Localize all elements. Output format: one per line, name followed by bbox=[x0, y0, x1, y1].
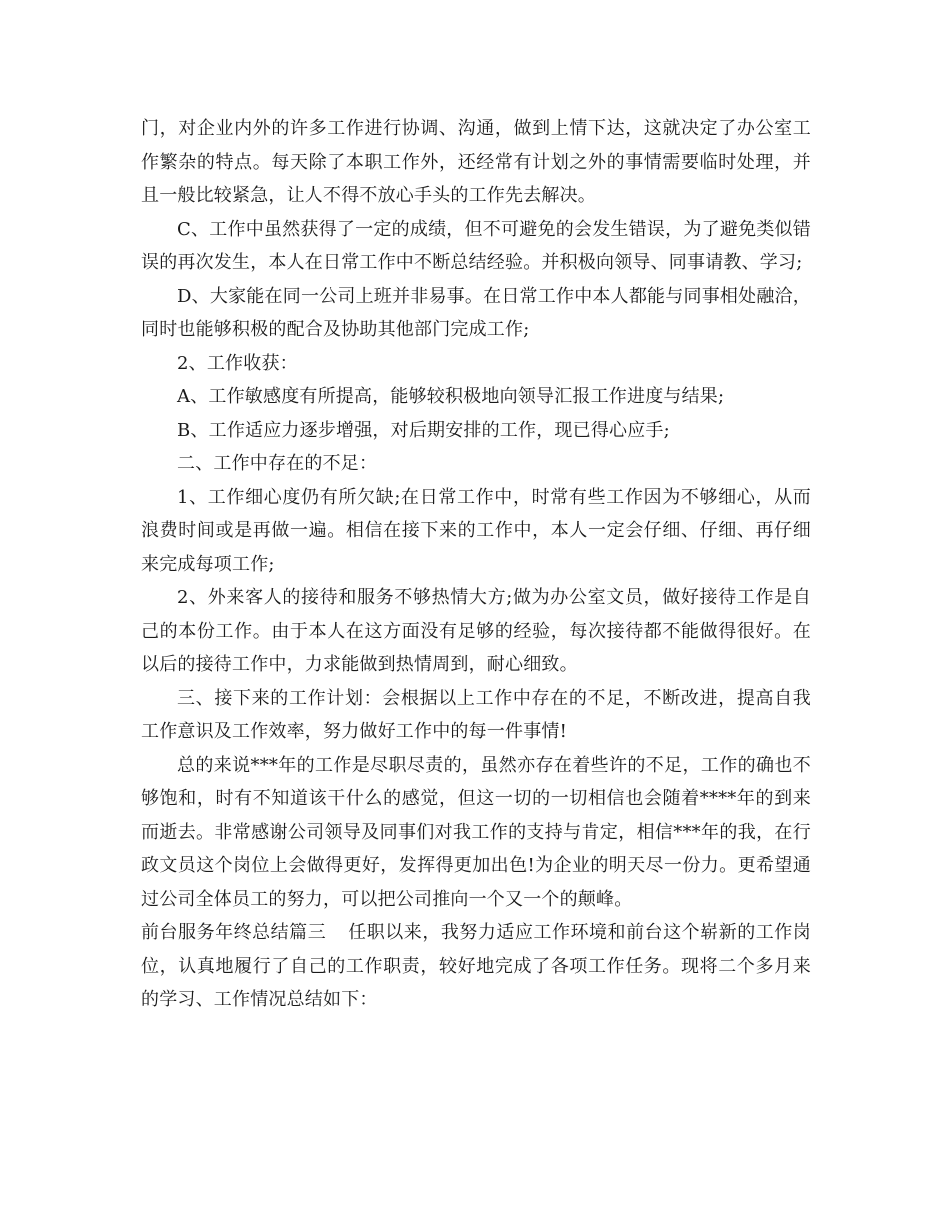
paragraph-shortcoming-2: 2、外来客人的接待和服务不够热情大方;做为办公室文员，做好接待工作是自己的本份工作。由于本人在这方面没有足够的经验，每次接待都不能做得很好。在以后的接待工作中，力求能做到热情周到，耐心细致。 bbox=[141, 587, 811, 675]
part-three-text: 任职以来，我努力适应工作环境和前台这个崭新的工作岗位，认真地履行了自己的工作职责，较好地完成了各项工作任务。现将二个多月来的学习、工作情况总结如下： bbox=[141, 922, 811, 1010]
section-next-plan: 三、接下来的工作计划：会根据以上工作中存在的不足，不断改进，提高自我工作意识及工作效率，努力做好工作中的每一件事情! bbox=[141, 687, 811, 742]
section-shortcomings: 二、工作中存在的不足： bbox=[177, 453, 378, 474]
paragraph-summary: 总的来说***年的工作是尽职尽责的，虽然亦存在着些许的不足，工作的确也不够饱和，时有不知道该干什么的感觉，但这一切的一切相信也会随着****年的到来而逝去。非常感谢公司领导及同事们对我工作的支持与肯定，相信***年的我，在行政文员这个岗位上会做得更好，发挥得更加出色!为企业的明天尽一份力。更希望通过公司全体员工的努力，可以把公司推向一个又一个的颠峰。 bbox=[141, 754, 811, 910]
paragraph-gain-a: A、工作敏感度有所提高，能够较积极地向领导汇报工作进度与结果; bbox=[177, 386, 725, 407]
part-three-heading: 前台服务年终总结篇三 bbox=[141, 922, 327, 943]
paragraph-item-d: D、大家能在同一公司上班并非易事。在日常工作中本人都能与同事相处融洽，同时也能够积极的配合及协助其他部门完成工作; bbox=[141, 285, 811, 340]
document-body bbox=[141, 112, 811, 1017]
paragraph-part-three bbox=[141, 916, 811, 1017]
paragraph-gain-b: B、工作适应力逐步增强，对后期安排的工作，现已得心应手; bbox=[177, 419, 670, 441]
paragraph-intro-continued: 门，对企业内外的许多工作进行协调、沟通，做到上情下达，这就决定了办公室工作繁杂的特点。每天除了本职工作外，还经常有计划之外的事情需要临时处理，并且一般比较紧急，让人不得不放心手头的工作先去解决。 bbox=[141, 118, 811, 206]
paragraph-item-c: C、工作中虽然获得了一定的成绩，但不可避免的会发生错误，为了避免类似错误的再次发生，本人在日常工作中不断总结经验。并积极向领导、同事请教、学习; bbox=[141, 218, 811, 273]
paragraph-shortcoming-1: 1、工作细心度仍有所欠缺;在日常工作中，时常有些工作因为不够细心，从而浪费时间或是再做一遍。相信在接下来的工作中，本人一定会仔细、仔细、再仔细来完成每项工作; bbox=[141, 486, 811, 575]
section-work-gains: 2、工作收获： bbox=[177, 352, 298, 374]
